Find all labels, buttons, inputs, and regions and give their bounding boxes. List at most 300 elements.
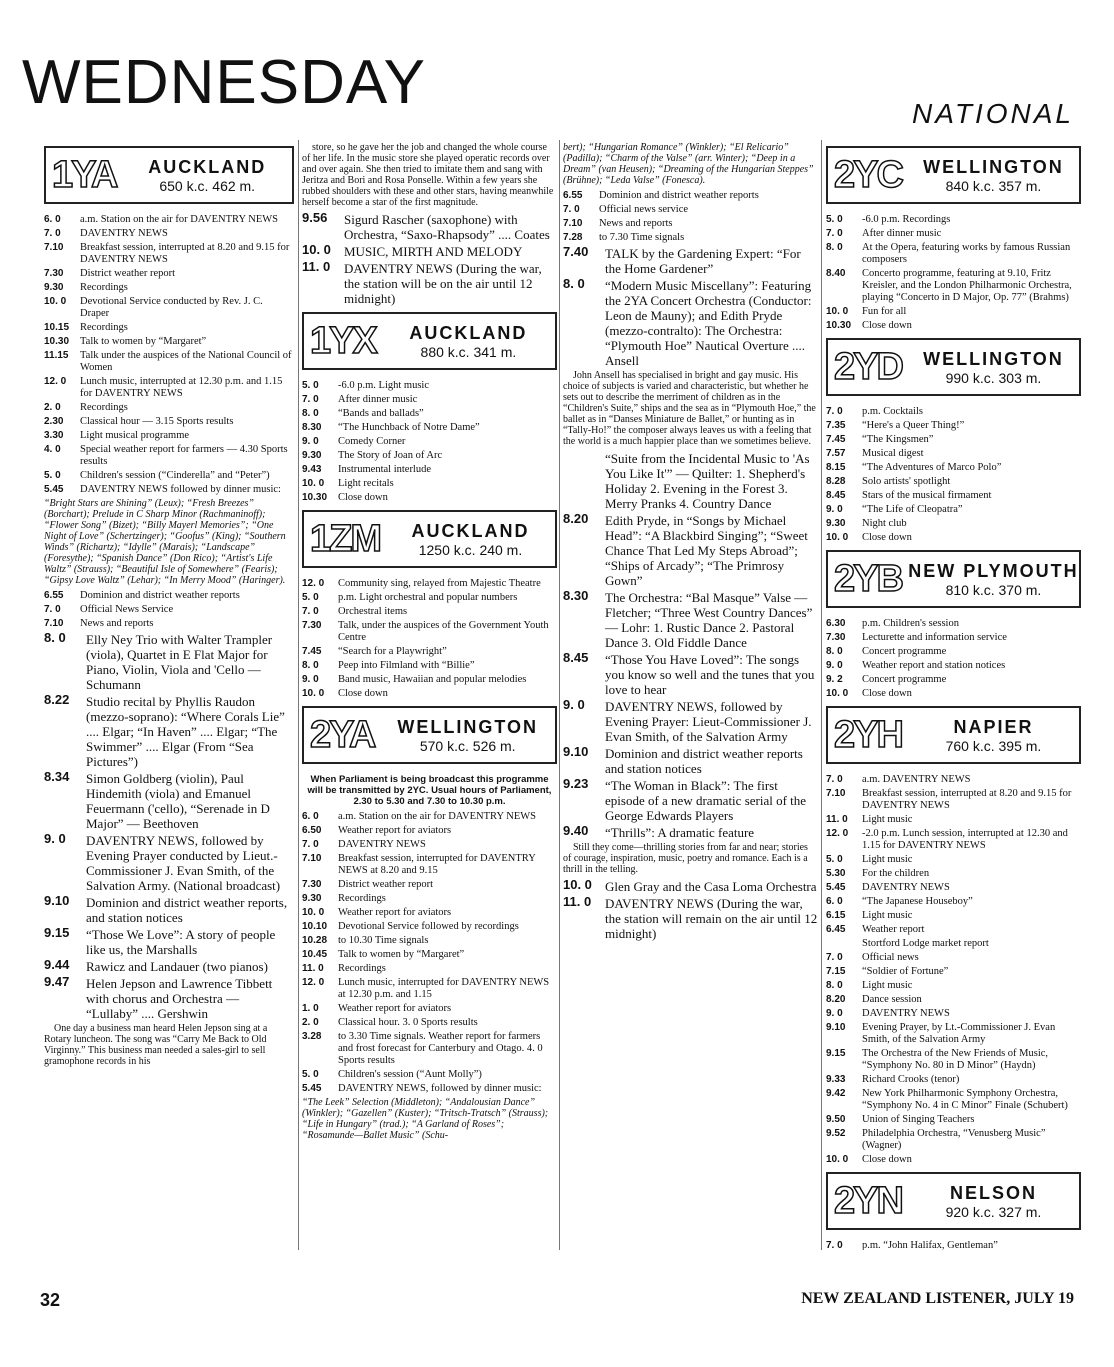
station-name: WELLINGTON <box>923 348 1064 369</box>
program-item <box>302 811 557 823</box>
program-item <box>563 652 818 697</box>
program-time: 10.30 <box>826 320 852 331</box>
program-item <box>826 1074 1081 1086</box>
station-logo: 2YN <box>834 1180 902 1222</box>
program-description: Studio recital by Phyllis Raudon (mezzo-soprano): “Where Corals Lie” .... Elgar; “In Haven” .... Elgar; “The Swimmer” .... Elgar (From “Sea Pictures”) <box>86 694 285 769</box>
program-time: 9.15 <box>826 1048 846 1059</box>
program-description: Weather report <box>862 924 925 935</box>
program-description: Night club <box>862 518 907 529</box>
program-time: 7. 0 <box>826 228 843 239</box>
program-item <box>302 879 557 891</box>
program-item <box>302 1031 557 1067</box>
program-time: 6. 0 <box>44 214 61 225</box>
program-time: 9. 2 <box>826 674 843 685</box>
station-name: AUCKLAND <box>148 156 267 177</box>
program-description: Union of Singing Teachers <box>862 1114 975 1125</box>
parliament-notice: When Parliament is being broadcast this programme will be transmitted by 2YC. Usual hours of Parliament, 2.30 to 5.30 and 7.30 to 10.30 p.m. <box>307 774 552 807</box>
program-item <box>302 478 557 490</box>
feature-note: store, so he gave her the job and changed the whole course of her life. In the music store she played operatic records over and over again. She then tried to imitate them and sang with Jeritza and Bori and Rosa Ponselle. Within a few years she rubbed shoulders with these and other stars, having meanwhile herself become a star of the first magnitude. <box>302 142 554 208</box>
program-description: DAVENTRY NEWS <box>862 1008 950 1019</box>
program-time: 7.35 <box>826 420 846 431</box>
program-time: 9. 0 <box>302 674 319 685</box>
program-description: The Story of Joan of Arc <box>338 450 443 461</box>
program-item <box>826 924 1081 936</box>
program-item <box>44 282 294 294</box>
program-time: 10.28 <box>302 935 328 946</box>
program-item <box>826 854 1081 866</box>
program-item <box>302 492 557 504</box>
program-time: 7. 0 <box>826 952 843 963</box>
program-description: Orchestral items <box>338 606 408 617</box>
program-description: At the Opera, featuring works by famous Russian composers <box>862 242 1071 265</box>
program-description: Band music, Hawaiian and popular melodies <box>338 674 527 685</box>
program-time: 8. 0 <box>826 646 843 657</box>
program-item <box>302 839 557 851</box>
program-time: 8.40 <box>826 268 846 279</box>
program-description: “Here's a Queer Thing!” <box>862 420 965 431</box>
program-time: 2.30 <box>44 416 64 427</box>
program-time: 6.50 <box>302 825 322 836</box>
program-item <box>826 504 1081 516</box>
program-item <box>563 778 818 823</box>
program-description: Richard Crooks (tenor) <box>862 1074 960 1085</box>
program-time: 9. 0 <box>563 697 585 712</box>
program-description: Close down <box>862 532 912 543</box>
program-item <box>302 261 557 306</box>
program-time: 7. 0 <box>826 1240 843 1250</box>
program-description: “Bands and ballads” <box>338 408 424 419</box>
program-item <box>44 430 294 442</box>
program-time: 9.30 <box>302 450 322 461</box>
program-item <box>826 688 1081 700</box>
program-time: 7.10 <box>44 242 64 253</box>
program-time: 7.10 <box>826 788 846 799</box>
program-time: 8.28 <box>826 476 846 487</box>
program-description: Concert programme <box>862 646 947 657</box>
station-box-1yx <box>302 312 557 370</box>
feature-note: One day a business man heard Helen Jepson sing at a Rotary luncheon. The song was “Carry Me Back to Old Virginny.” This business man needed a sales-girl to sell gramophone records in his <box>44 1023 268 1067</box>
program-description: Concerto programme, featuring at 9.10, Fritz Kreisler, and the London Philharmonic Orchestra, playing “Concerto in D Major, Op. 77” (Brahms) <box>862 268 1072 303</box>
station-box-2yh <box>826 706 1081 764</box>
program-item <box>563 513 818 588</box>
program-time: 7.45 <box>302 646 322 657</box>
program-item <box>563 746 818 776</box>
program-item <box>44 416 294 428</box>
program-description: News and reports <box>599 218 673 229</box>
program-time: 10.45 <box>302 949 328 960</box>
program-item <box>44 376 294 400</box>
program-description: to 3.30 Time signals. Weather report for farmers and frost forecast for Canterbury and Otago. 4. 0 Sports results <box>338 1031 543 1066</box>
program-description: DAVENTRY NEWS (During the war, the station will remain on the air until 12 midnight) <box>605 896 818 941</box>
program-description: Lunch music, interrupted at 12.30 p.m. and 1.15 for DAVENTRY NEWS <box>80 376 283 399</box>
program-time: 11. 0 <box>563 894 592 909</box>
program-description: Devotional Service conducted by Rev. J. C. Draper <box>80 296 263 319</box>
program-time: 7.15 <box>826 966 846 977</box>
program-description: New York Philharmonic Symphony Orchestra, “Symphony No. 4 in C Minor” Finale (Schubert) <box>862 1088 1068 1111</box>
program-item <box>44 444 294 468</box>
program-description: Recordings <box>80 282 128 293</box>
station-logo: 2YH <box>834 714 902 756</box>
program-time: 7.28 <box>563 232 583 243</box>
program-description: Dance session <box>862 994 922 1005</box>
program-description: “The Kingsmen” <box>862 434 934 445</box>
program-description: Community sing, relayed from Majestic Theatre <box>338 578 541 589</box>
program-item <box>563 699 818 744</box>
program-time: 9.40 <box>563 823 589 838</box>
program-description: Close down <box>338 492 388 503</box>
program-item <box>44 322 294 334</box>
program-time: 9.10 <box>563 744 589 759</box>
program-item <box>302 893 557 905</box>
program-time: 8.22 <box>44 692 70 707</box>
program-description: Fun for all <box>862 306 907 317</box>
program-item <box>302 244 557 259</box>
program-description: to 10.30 Time signals <box>338 935 429 946</box>
program-time: 7. 0 <box>44 228 61 239</box>
program-item <box>302 853 557 877</box>
program-description: After dinner music <box>862 228 942 239</box>
program-description: DAVENTRY NEWS followed by dinner music: <box>80 484 281 495</box>
program-description: “Those We Love”: A story of people like us, the Marshalls <box>86 927 276 957</box>
program-time: 5. 0 <box>302 1069 319 1080</box>
program-time: 7. 0 <box>563 204 580 215</box>
program-description: a.m. Station on the air for DAVENTRY NEWS <box>80 214 279 225</box>
program-time: 9. 0 <box>826 1008 843 1019</box>
station-box-2yd <box>826 338 1081 396</box>
program-item <box>302 1017 557 1029</box>
program-description: Close down <box>862 688 912 699</box>
program-time: 6. 0 <box>826 896 843 907</box>
program-item <box>826 518 1081 530</box>
program-description: Solo artists' spotlight <box>862 476 951 487</box>
program-item <box>826 868 1081 880</box>
program-time: 2. 0 <box>302 1017 319 1028</box>
program-description: Special weather report for farmers — 4.30 Sports results <box>80 444 288 467</box>
program-description: After dinner music <box>338 394 418 405</box>
program-description: “Thrills”: A dramatic feature <box>605 825 755 840</box>
program-description: a.m. Station on the air for DAVENTRY NEWS <box>338 811 537 822</box>
program-item <box>302 977 557 1001</box>
program-time: 7.40 <box>563 244 589 259</box>
program-time: 6.55 <box>44 590 64 601</box>
program-time: 8.45 <box>826 490 846 501</box>
program-time: 10. 0 <box>826 688 849 699</box>
program-time: 10. 0 <box>563 877 592 892</box>
program-item <box>826 1128 1081 1152</box>
program-time: 7.10 <box>44 618 64 629</box>
program-description: Elly Ney Trio with Walter Trampler (viola), Quartet in E Flat Major for Piano, Violin, Viola and 'Cello — Schumann <box>86 632 273 692</box>
program-description: Dominion and district weather reports <box>599 190 759 201</box>
program-description: Recordings <box>338 893 386 904</box>
program-description: Talk to women by “Margaret” <box>80 336 207 347</box>
program-time: 10. 0 <box>44 296 67 307</box>
program-time: 5. 0 <box>44 470 61 481</box>
station-name: WELLINGTON <box>397 716 539 737</box>
program-item <box>826 788 1081 812</box>
station-name: WELLINGTON <box>923 156 1064 177</box>
program-time: 9.30 <box>44 282 64 293</box>
program-item <box>826 306 1081 318</box>
program-item <box>826 214 1081 226</box>
program-item <box>44 296 294 320</box>
program-description: Official News Service <box>80 604 174 615</box>
program-item <box>826 966 1081 978</box>
program-description: Instrumental interlude <box>338 464 432 475</box>
program-description: DAVENTRY NEWS, followed by dinner music: <box>338 1083 542 1094</box>
station-logo: 1YX <box>310 320 376 362</box>
program-time: 5.45 <box>826 882 846 893</box>
program-time: 7. 0 <box>826 774 843 785</box>
program-description: “Search for a Playwright” <box>338 646 447 657</box>
program-description: -2.0 p.m. Lunch session, interrupted at 12.30 and 1.15 for DAVENTRY NEWS <box>862 828 1068 851</box>
program-time: 9.56 <box>302 210 328 225</box>
station-box-1ya <box>44 146 294 204</box>
station-frequency: 880 k.c. 341 m. <box>420 343 517 360</box>
program-item <box>826 1154 1081 1166</box>
station-frequency: 920 k.c. 327 m. <box>945 1203 1042 1220</box>
program-description: -6.0 p.m. Recordings <box>862 214 951 225</box>
program-item <box>563 218 818 230</box>
station-logo: 2YC <box>834 154 902 196</box>
page-day-title: WEDNESDAY <box>22 48 427 117</box>
program-item <box>563 246 818 276</box>
program-time: 7.45 <box>826 434 846 445</box>
program-item <box>826 406 1081 418</box>
station-name: NAPIER <box>953 716 1034 737</box>
program-description: Evening Prayer, by Lt.-Commissioner J. Evan Smith, of the Salvation Army <box>862 1022 1056 1045</box>
program-description: Weather report and station notices <box>862 660 1006 671</box>
station-logo: 2YB <box>834 558 902 600</box>
program-description: MUSIC, MIRTH AND MELODY <box>344 244 523 259</box>
station-name: AUCKLAND <box>409 322 528 343</box>
program-item <box>826 632 1081 644</box>
station-box-1zm <box>302 510 557 568</box>
program-description: to 7.30 Time signals <box>599 232 685 243</box>
program-time: 12. 0 <box>302 977 325 988</box>
program-description: Close down <box>338 688 388 699</box>
program-time <box>826 938 862 950</box>
program-item <box>302 450 557 462</box>
station-frequency: 990 k.c. 303 m. <box>945 369 1042 386</box>
program-description: p.m. Children's session <box>862 618 959 629</box>
program-time: 9. 0 <box>44 831 66 846</box>
program-description: Edith Pryde, in “Songs by Michael Head”: “A Blackbird Singing”; “Sweet Chance That Led My Steps Abroad”; “Ships of Arcady”; “The Primrosy Gown” <box>605 513 808 588</box>
program-description: District weather report <box>338 879 434 890</box>
program-description: “The Woman in Black”: The first episode of a new dramatic serial of the George Edwards Players <box>605 778 807 823</box>
program-time: 10. 0 <box>826 306 849 317</box>
feature-note: John Ansell has specialised in bright and gay music. His choice of subjects is varied and characteristic, but whether he sets out to describe the merriment of children as in the “Children's Suite,” ships and the sea as in “Plymouth Hoe,” the ballet as in “Danses Miniature de Ballet,” or hunting as in “Tally-Ho!” the composer always leaves us with a feeling that the world is a much happier place than we sometimes believe. <box>563 370 816 447</box>
dinner-music-list: “The Leek” Selection (Middleton); “Andalousian Dance” (Winkler); “Gazellen” (Kuster); “Tritsch-Tratsch” (Strauss); “Life in Hungary” (trad.); “A Garland of Roses”; “Rosamunde—Ballet Music” (Schu- <box>302 1097 549 1141</box>
column-2 <box>302 140 557 1250</box>
program-time: 7. 0 <box>302 606 319 617</box>
station-box-2yc <box>826 146 1081 204</box>
program-time: 8. 0 <box>302 660 319 671</box>
program-time: 1. 0 <box>302 1003 319 1014</box>
program-item <box>44 604 294 616</box>
program-item <box>826 980 1081 992</box>
program-description: The Orchestra of the New Friends of Music, “Symphony No. 80 in D Minor” (Haydn) <box>862 1048 1049 1071</box>
program-time: 6. 0 <box>302 811 319 822</box>
program-description: “Soldier of Fortune” <box>862 966 949 977</box>
program-item <box>302 464 557 476</box>
program-time: 11. 0 <box>302 963 324 974</box>
station-logo: 2YD <box>834 346 902 388</box>
program-description: Rawicz and Landauer (two pianos) <box>86 959 268 974</box>
program-time: 7. 0 <box>44 604 61 615</box>
program-description: Simon Goldberg (violin), Paul Hindemith (viola) and Emanuel Feuermann ('cello), “Serenade in D Major” — Beethoven <box>86 771 270 831</box>
program-time: 9. 0 <box>826 660 843 671</box>
program-description: Recordings <box>80 322 128 333</box>
program-item <box>44 895 294 925</box>
program-item <box>44 214 294 226</box>
program-time: 10.30 <box>44 336 70 347</box>
program-description: Talk, under the auspices of the Government Youth Centre <box>338 620 549 643</box>
program-item <box>302 212 557 242</box>
station-name: NEW PLYMOUTH <box>908 560 1079 581</box>
program-time: 8.30 <box>302 422 322 433</box>
station-frequency: 810 k.c. 370 m. <box>945 581 1042 598</box>
program-description: DAVENTRY NEWS, followed by Evening Prayer: Lieut-Commissioner J. Evan Smith, of the Salvation Army <box>605 699 812 744</box>
program-item <box>302 620 557 644</box>
program-item <box>302 907 557 919</box>
program-item <box>44 833 294 893</box>
program-description: Lunch music, interrupted for DAVENTRY NEWS at 12.30 p.m. and 1.15 <box>338 977 550 1000</box>
program-time: 12. 0 <box>826 828 849 839</box>
program-description: Breakfast session, interrupted for DAVENTRY NEWS at 8.20 and 9.15 <box>338 853 536 876</box>
station-logo: 1YA <box>52 154 117 196</box>
column-1 <box>44 140 294 1250</box>
program-time: 7. 0 <box>302 394 319 405</box>
station-logo: 2YA <box>310 714 375 756</box>
program-item <box>563 232 818 244</box>
program-time: 9.30 <box>826 518 846 529</box>
program-item <box>826 828 1081 852</box>
program-time: 10. 0 <box>302 907 325 918</box>
program-item <box>44 268 294 280</box>
program-description: a.m. DAVENTRY NEWS <box>862 774 971 785</box>
program-description: Dominion and district weather reports <box>80 590 240 601</box>
program-time: 9.42 <box>826 1088 846 1099</box>
program-time: 7.30 <box>302 879 322 890</box>
program-time: 10. 0 <box>826 1154 849 1165</box>
program-time: 6.45 <box>826 924 846 935</box>
program-item <box>302 935 557 947</box>
program-item <box>302 949 557 961</box>
program-time: 7.30 <box>302 620 322 631</box>
program-item <box>44 927 294 957</box>
program-time: 4. 0 <box>44 444 61 455</box>
program-time: 8.15 <box>826 462 846 473</box>
program-item <box>44 484 294 496</box>
program-description: Concert programme <box>862 674 947 685</box>
program-description: District weather report <box>80 268 176 279</box>
program-item <box>44 618 294 630</box>
program-time: 8.20 <box>563 511 589 526</box>
program-item <box>563 825 818 840</box>
program-time: 9.10 <box>44 893 70 908</box>
program-description: “The Hunchback of Notre Dame” <box>338 422 480 433</box>
column-4 <box>826 140 1081 1250</box>
program-item <box>826 1114 1081 1126</box>
station-frequency: 840 k.c. 357 m. <box>945 177 1042 194</box>
program-item <box>826 268 1081 304</box>
program-time: 7.10 <box>302 853 322 864</box>
program-item <box>44 771 294 831</box>
program-time: 8. 0 <box>826 980 843 991</box>
program-item <box>44 228 294 240</box>
program-description: “The Life of Cleopatra” <box>862 504 963 515</box>
program-time: 3.30 <box>44 430 64 441</box>
program-item <box>302 606 557 618</box>
program-item <box>563 190 818 202</box>
program-description: Children's session (“Cinderella” and “Peter”) <box>80 470 270 481</box>
column-rule <box>298 140 299 1250</box>
program-item <box>302 422 557 434</box>
feature-note: Still they come—thrilling stories from far and near; stories of courage, inspiration, music, poetry and romance. Each is a thrill in the telling. <box>563 842 808 875</box>
program-time: 9.30 <box>302 893 322 904</box>
program-time: 7.30 <box>44 268 64 279</box>
program-description: Glen Gray and the Casa Loma Orchestra <box>605 879 817 894</box>
program-time: 5. 0 <box>302 380 319 391</box>
program-item <box>563 879 818 894</box>
program-item <box>302 1069 557 1081</box>
program-description: “Modern Music Miscellany”: Featuring the 2YA Concert Orchestra (Conductor: Leon de Mauny); and Edith Pryde (mezzo-contralto): The Orchestra: “Plymouth Hoe” Nautical Overture .... Ansell <box>605 278 812 368</box>
station-frequency: 760 k.c. 395 m. <box>945 737 1042 754</box>
program-time: 2. 0 <box>44 402 61 413</box>
program-description: Classical hour — 3.15 Sports results <box>80 416 234 427</box>
program-item <box>302 825 557 837</box>
column-rule <box>559 140 560 1250</box>
program-item <box>826 646 1081 658</box>
program-time: 9.33 <box>826 1074 846 1085</box>
program-description: Stars of the musical firmament <box>862 490 992 501</box>
program-item <box>44 976 294 1021</box>
program-time: 12. 0 <box>44 376 67 387</box>
program-time: 10. 0 <box>302 242 331 257</box>
program-time: 8.34 <box>44 769 70 784</box>
program-time: 10.15 <box>44 322 70 333</box>
program-item <box>826 476 1081 488</box>
program-time: 8.20 <box>826 994 846 1005</box>
program-item <box>44 350 294 374</box>
program-description: “The Adventures of Marco Polo” <box>862 462 1002 473</box>
dinner-music-list: bert); “Hungarian Romance” (Winkler); “El Relicario” (Padilla); “Charm of the Valse” (arr. Winter); “Deep in a Dream” (van Heusen); “Dreaming of the Hungarian Steppes” (Brühne); “Leda Valse” (Fonesca). <box>563 142 814 186</box>
program-item <box>826 660 1081 672</box>
program-item <box>826 320 1081 332</box>
program-time: 5. 0 <box>826 854 843 865</box>
program-item <box>826 1008 1081 1020</box>
program-description: -6.0 p.m. Light music <box>338 380 429 391</box>
program-description: Light music <box>862 980 913 991</box>
program-item <box>44 402 294 414</box>
program-description: p.m. Light orchestral and popular numbers <box>338 592 518 603</box>
station-box-2yb <box>826 550 1081 608</box>
program-time: 3.28 <box>302 1031 322 1042</box>
program-time: 7.57 <box>826 448 846 459</box>
program-item <box>302 674 557 686</box>
program-item <box>826 1022 1081 1046</box>
program-item <box>44 959 294 974</box>
station-box-2ya <box>302 706 557 764</box>
program-time: 10.10 <box>302 921 328 932</box>
program-time: 9. 0 <box>826 504 843 515</box>
program-item <box>302 436 557 448</box>
program-time: 8. 0 <box>826 242 843 253</box>
program-description: Peep into Filmland with “Billie” <box>338 660 475 671</box>
program-item <box>826 242 1081 266</box>
program-time: 7.10 <box>563 218 583 229</box>
program-time: 5.30 <box>826 868 846 879</box>
